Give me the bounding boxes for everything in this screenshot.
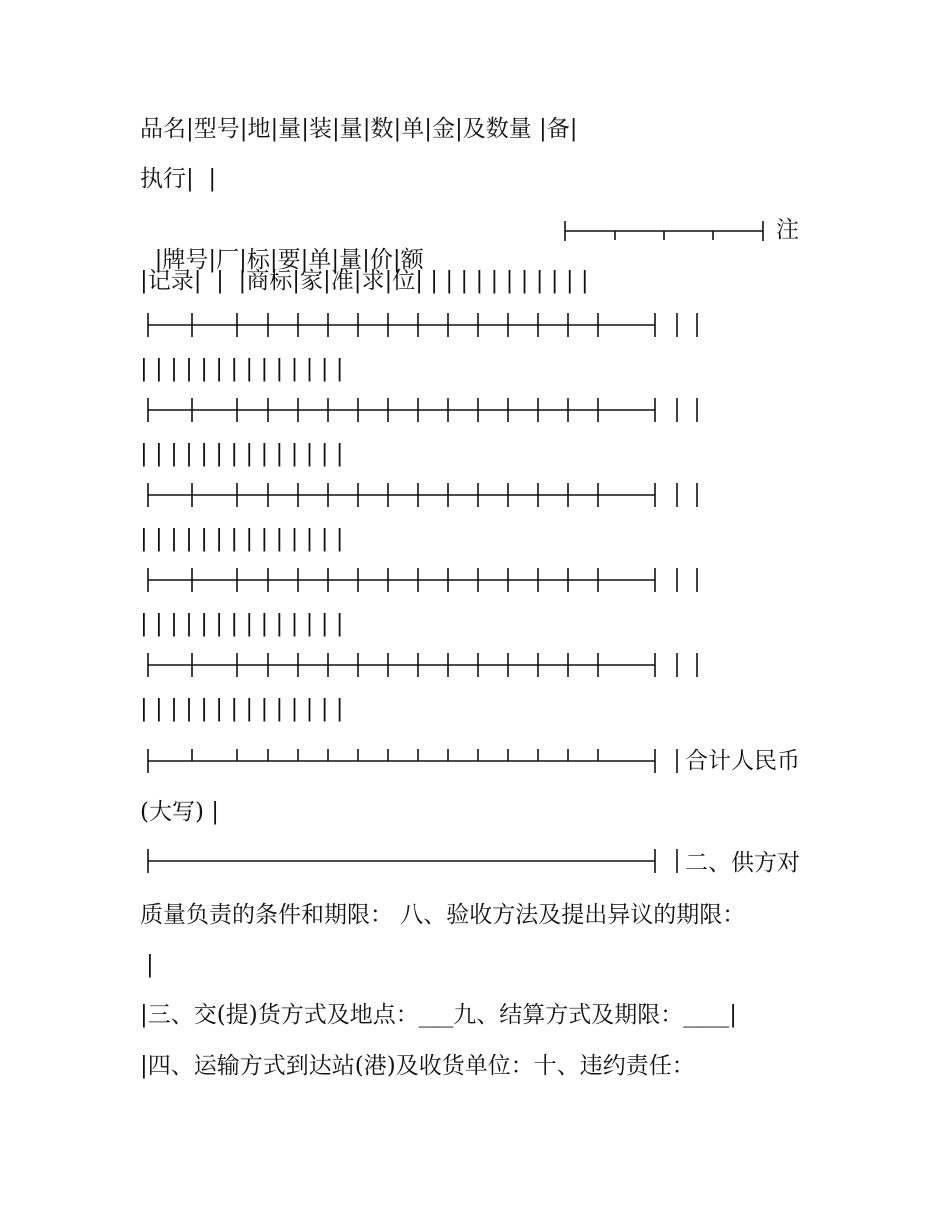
table-row-rule [148,653,697,677]
section-3-row: |三、交(提)货方式及地点：___九、结算方式及期限：____| [140,1002,737,1028]
total-caps-label: (大写) [140,799,204,825]
table-row-rule [148,313,697,337]
section-2-rest: 质量负责的条件和期限： 八、验收方法及提出异议的期限： [140,902,746,928]
table-bars-row-5: | | | | | | | | | | | | | | [140,696,344,722]
table-row-rule [148,568,697,592]
table-bars-row-2: | | | | | | | | | | | | | | [140,441,344,467]
section-2-bar: | [146,952,154,978]
header-row-3-text: |牌号|厂|标|要|单|量|价|额 [154,247,424,273]
section-4-row: |四、运输方式到达站(港)及收货单位：十、违约责任： [140,1053,695,1079]
header-rule [565,221,763,241]
total-caps-row: (大写) | [140,799,220,825]
total-rule [148,849,677,873]
section-2-start: 二、供方对 [685,850,800,876]
table-header-row-1: 品名|型号|地|量|装|量|数|单|金|及数量 |备| [140,116,578,142]
header-row-3-note: 注 [776,217,799,243]
table-row-rule [148,398,697,422]
table-header-row-2: 执行| | [140,166,217,192]
table-row-rule [148,483,697,507]
table-row-rule [148,749,677,773]
total-label: 合计人民币 [685,748,800,774]
section-3-text: 三、交(提)货方式及地点：___九、结算方式及期限：____ [147,1002,730,1028]
table-bars-row-1: | | | | | | | | | | | | | | [140,356,344,382]
section-4-text: 四、运输方式到达站(港)及收货单位：十、违约责任： [147,1053,695,1079]
table-bars-row-3: | | | | | | | | | | | | | | [140,526,344,552]
table-header-row-4: |记录| | |商标|家|准|求|位| | | | | | | | | | | | [140,268,589,294]
table-bars-row-4: | | | | | | | | | | | | | | [140,611,344,637]
